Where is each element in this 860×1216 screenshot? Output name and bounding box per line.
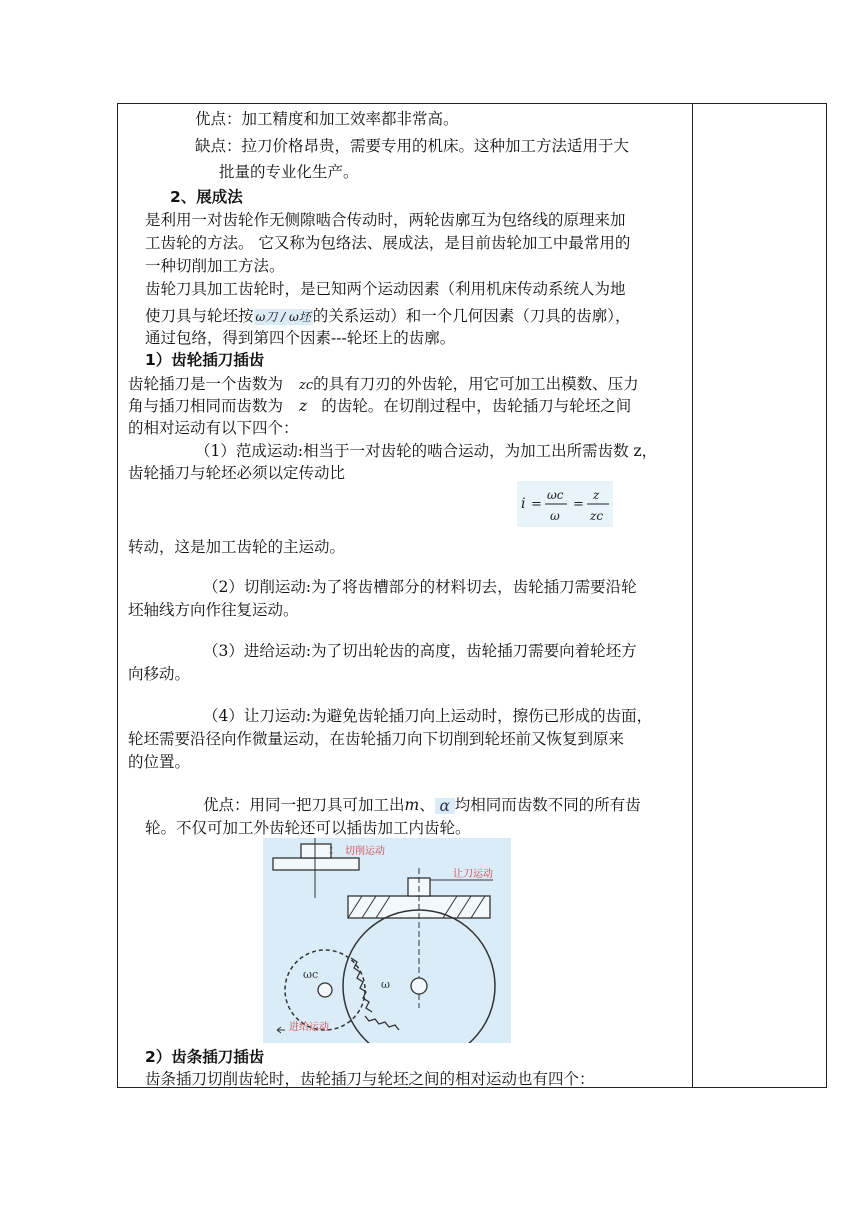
paragraph-line: 的相对运动有以下四个：	[128, 419, 299, 437]
paragraph-line: （3）进给运动:为了切出轮齿的高度，齿轮插刀需要向着轮坯方	[203, 642, 637, 660]
paragraph-line: 转动，这是加工齿轮的主运动。	[128, 538, 346, 556]
text-segment: 齿轮插刀是一个齿数为	[128, 375, 284, 393]
paragraph-line: 齿轮插刀与轮坯必须以定传动比	[128, 464, 346, 482]
text-segment: 的齿轮。在切削过程中，齿轮插刀与轮坯之间	[321, 397, 632, 415]
text-segment: 优点：用同一把刀具可加工出	[203, 796, 405, 814]
formula-eq2: =	[573, 497, 584, 512]
paragraph-line: 通过包络，得到第四个因素---轮坯上的齿廓。	[145, 329, 456, 347]
formula-num2: z	[593, 488, 600, 502]
paragraph-line-with-formula	[145, 306, 631, 326]
table-column-divider	[692, 103, 693, 1088]
section-heading-gear-shaper: 1）齿轮插刀插齿	[145, 351, 265, 369]
paragraph-line: 轮坯需要沿径向作微量运动，在齿轮插刀向下切削到轮坯前又恢复到原来	[128, 730, 625, 748]
text-segment: 的具有刀刃的外齿轮，用它可加工出模数、压力	[313, 375, 639, 393]
variable-z: z	[299, 397, 308, 415]
paragraph-line: 坯轴线方向作往复运动。	[128, 601, 299, 619]
disadvantage-line-cont: 批量的专业化生产。	[219, 163, 359, 181]
formula-den1: ω	[550, 509, 560, 523]
label-omega: ω	[381, 978, 390, 991]
text-segment: 角与插刀相同而齿数为	[128, 397, 284, 415]
paragraph-line: 轮。不仅可加工外齿轮还可以插齿加工内齿轮。	[145, 819, 471, 837]
text-segment: 、	[419, 796, 435, 814]
disadvantage-line: 缺点：拉刀价格昂贵，需要专用的机床。这种加工方法适用于大	[195, 137, 630, 155]
ratio-formula: ω刀 / ω坯	[255, 310, 311, 324]
paragraph-line: 的位置。	[128, 753, 191, 771]
paragraph-line: （2）切削运动:为了将齿槽部分的材料切去，齿轮插刀需要沿轮	[203, 578, 637, 596]
paragraph-line: 齿条插刀切削齿轮时，齿轮插刀与轮坯之间的相对运动也有四个：	[145, 1070, 595, 1088]
formula-num1: ωc	[547, 488, 564, 502]
text-segment: 使刀具与轮坯按	[145, 307, 254, 325]
variable-m: m	[404, 796, 420, 814]
advantage-line-2	[203, 795, 641, 815]
label-feed-motion: 进给运动	[289, 1022, 329, 1033]
transmission-ratio-formula	[517, 481, 613, 527]
paragraph-line: 是利用一对齿轮作无侧隙啮合传动时，两轮齿廓互为包络线的原理来加	[145, 211, 626, 229]
paragraph-line: 齿轮刀具加工齿轮时，是已知两个运动因素（利用机床传动系统人为地	[145, 280, 626, 298]
paragraph-line: （1）范成运动:相当于一对齿轮的啮合运动，为加工出所需齿数 z，	[195, 442, 658, 460]
formula-i: i	[521, 496, 526, 512]
cut-arrow-icon: ↕	[327, 846, 336, 857]
section-heading-generating: 2、展成法	[170, 188, 243, 206]
formula-eq1: =	[531, 497, 542, 512]
variable-zc: zc	[299, 378, 314, 393]
label-relief-motion: 让刀运动	[453, 869, 493, 880]
section-heading-rack-shaper: 2）齿条插刀插齿	[145, 1048, 265, 1066]
paragraph-line: （4）让刀运动:为避免齿轮插刀向上运动时，擦伤已形成的齿面，	[203, 707, 653, 725]
paragraph-line: 工齿轮的方法。 它又称为包络法、展成法，是目前齿轮加工中最常用的	[145, 234, 631, 252]
label-cutting-motion: 切削运动	[345, 846, 385, 857]
paragraph-line: 一种切削加工方法。	[145, 257, 285, 275]
label-omega-c: ωc	[303, 968, 319, 981]
text-segment: 均相同而齿数不同的所有齿	[454, 796, 641, 814]
paragraph-line	[128, 374, 639, 396]
paragraph-line: 向移动。	[128, 665, 191, 683]
advantage-line: 优点：加工精度和加工效率都非常高。	[195, 110, 459, 128]
gear-shaping-figure	[263, 838, 511, 1043]
formula-den2: zc	[590, 509, 604, 523]
text-segment: 的关系运动）和一个几何因素（刀具的齿廓），	[312, 307, 631, 325]
paragraph-line	[128, 396, 631, 416]
variable-alpha: α	[435, 798, 455, 814]
